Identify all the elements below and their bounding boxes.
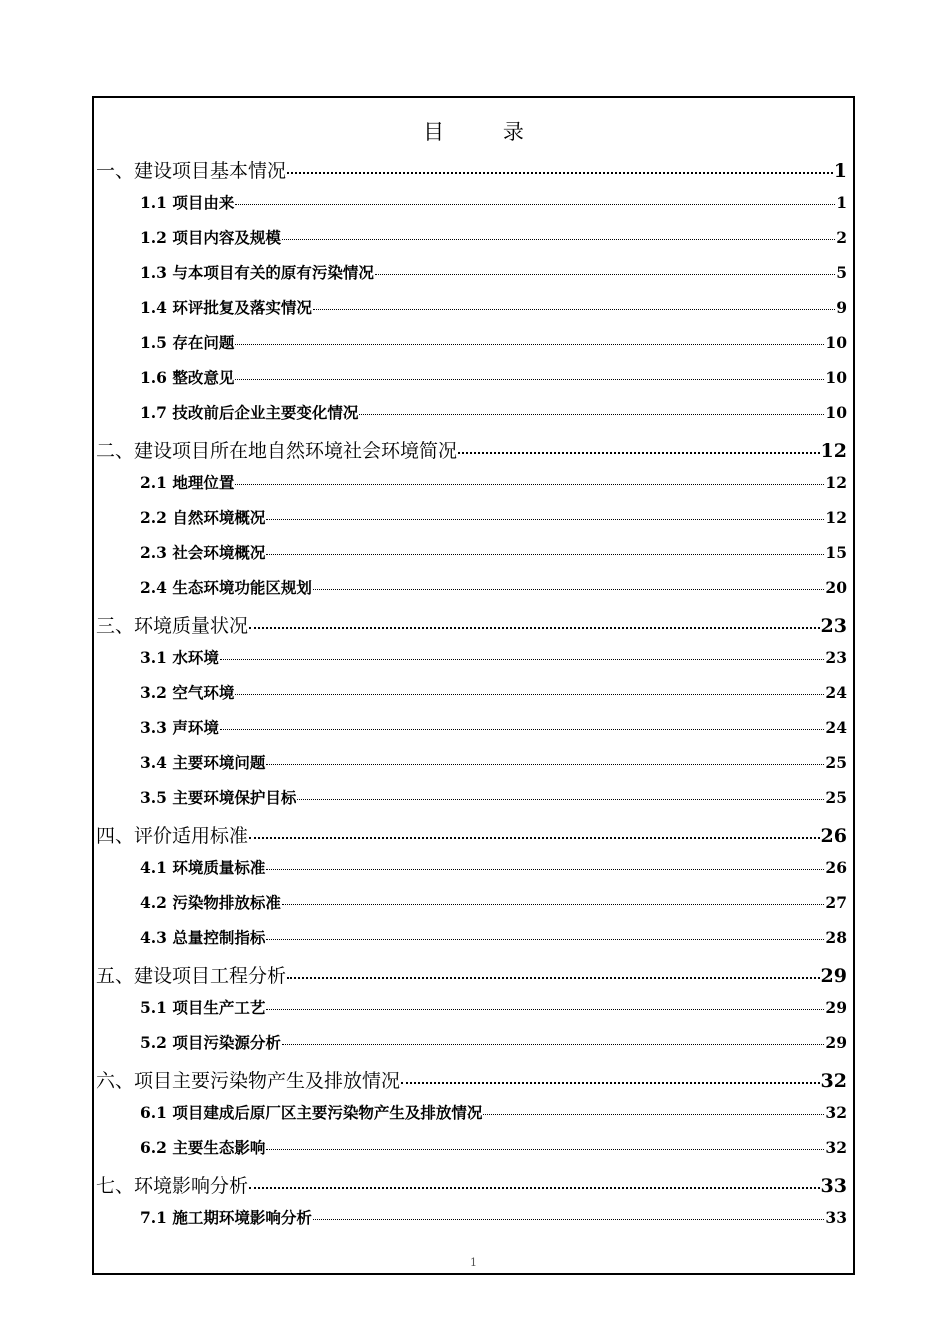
toc-section-entry[interactable] — [140, 1101, 847, 1123]
toc-entry-page: 28 — [825, 928, 847, 947]
toc-section-entry[interactable] — [140, 471, 847, 493]
toc-section-entry[interactable] — [140, 786, 847, 808]
toc-entry-page: 32 — [825, 1103, 847, 1122]
toc-section-entry[interactable] — [140, 681, 847, 703]
toc-chapter-entry[interactable] — [96, 1171, 847, 1198]
toc-entry-label: 6.1 项目建成后原厂区主要污染物产生及排放情况 — [140, 1103, 483, 1122]
toc-chapter-entry[interactable] — [96, 1066, 847, 1093]
toc-entry-page: 20 — [825, 578, 847, 597]
toc-entry-label: 1.5 存在问题 — [140, 333, 235, 352]
toc-entry-label: 3.5 主要环境保护目标 — [140, 788, 297, 807]
toc-title: 目 录 — [423, 120, 550, 144]
toc-entry-page: 1 — [833, 160, 847, 182]
toc-entry-label: 六、项目主要污染物产生及排放情况 — [96, 1070, 401, 1092]
toc-entry-label: 1.2 项目内容及规模 — [140, 228, 281, 247]
toc-entry-page: 10 — [825, 333, 847, 352]
toc-entry-label: 4.1 环境质量标准 — [140, 858, 266, 877]
toc-section-entry[interactable] — [140, 1206, 847, 1228]
toc-section-entry[interactable] — [140, 191, 847, 213]
dot-leader — [282, 239, 835, 240]
dot-leader — [282, 904, 825, 905]
toc-entry-label: 3.2 空气环境 — [140, 683, 235, 702]
toc-entry-page: 32 — [820, 1070, 847, 1092]
toc-entry-page: 12 — [825, 508, 847, 527]
toc-entry-label: 一、建设项目基本情况 — [96, 160, 287, 182]
toc-entry-page: 23 — [825, 648, 847, 667]
page-number: 1 — [470, 1256, 477, 1269]
toc-entry-page: 15 — [825, 543, 847, 562]
dot-leader — [266, 554, 824, 555]
dot-leader — [235, 204, 835, 205]
dot-leader — [266, 764, 824, 765]
dot-leader — [297, 799, 824, 800]
toc-entry-label: 五、建设项目工程分析 — [96, 965, 287, 987]
toc-entry-page: 26 — [825, 858, 847, 877]
dot-leader — [266, 1009, 824, 1010]
toc-section-entry[interactable] — [140, 506, 847, 528]
toc-entry-page: 12 — [820, 440, 847, 462]
toc-entry-label: 三、环境质量状况 — [96, 615, 249, 637]
toc-entry-page: 2 — [836, 228, 847, 247]
toc-entry-label: 2.2 自然环境概况 — [140, 508, 266, 527]
toc-entry-label: 2.1 地理位置 — [140, 473, 235, 492]
toc-entry-label: 2.4 生态环境功能区规划 — [140, 578, 312, 597]
toc-chapter-entry[interactable] — [96, 821, 847, 848]
toc-entry-label: 1.3 与本项目有关的原有污染情况 — [140, 263, 374, 282]
toc-entry-label: 四、评价适用标准 — [96, 825, 249, 847]
dot-leader — [359, 414, 824, 415]
toc-entry-label: 7.1 施工期环境影响分析 — [140, 1208, 312, 1227]
dot-leader — [235, 694, 824, 695]
toc-section-entry[interactable] — [140, 401, 847, 423]
toc-entry-label: 3.3 声环境 — [140, 718, 219, 737]
dot-leader — [287, 172, 833, 174]
toc-entry-page: 10 — [825, 368, 847, 387]
toc-entry-label: 3.1 水环境 — [140, 648, 219, 667]
toc-entry-label: 1.4 环评批复及落实情况 — [140, 298, 312, 317]
toc-entry-page: 24 — [825, 718, 847, 737]
toc-section-entry[interactable] — [140, 716, 847, 738]
dot-leader — [313, 1219, 825, 1220]
toc-chapter-entry[interactable] — [96, 961, 847, 988]
toc-entry-label: 4.3 总量控制指标 — [140, 928, 266, 947]
dot-leader — [220, 659, 825, 660]
toc-entry-page: 24 — [825, 683, 847, 702]
dot-leader — [313, 589, 825, 590]
toc-section-entry[interactable] — [140, 296, 847, 318]
dot-leader — [266, 1149, 824, 1150]
toc-entry-label: 1.6 整改意见 — [140, 368, 235, 387]
toc-section-entry[interactable] — [140, 541, 847, 563]
toc-section-entry[interactable] — [140, 856, 847, 878]
dot-leader — [458, 452, 820, 454]
dot-leader — [401, 1082, 820, 1084]
toc-entry-page: 10 — [825, 403, 847, 422]
toc-section-entry[interactable] — [140, 366, 847, 388]
toc-section-entry[interactable] — [140, 996, 847, 1018]
toc-entry-label: 二、建设项目所在地自然环境社会环境简况 — [96, 440, 458, 462]
toc-entry-label: 1.1 项目由来 — [140, 193, 235, 212]
dot-leader — [266, 939, 824, 940]
dot-leader — [266, 869, 824, 870]
toc-entry-page: 9 — [836, 298, 847, 317]
toc-entry-label: 七、环境影响分析 — [96, 1175, 249, 1197]
toc-entry-label: 3.4 主要环境问题 — [140, 753, 266, 772]
toc-entry-page: 5 — [836, 263, 847, 282]
toc-section-entry[interactable] — [140, 751, 847, 773]
dot-leader — [235, 344, 824, 345]
toc-entry-page: 29 — [820, 965, 847, 987]
toc-entry-label: 5.1 项目生产工艺 — [140, 998, 266, 1017]
toc-chapter-entry[interactable] — [96, 611, 847, 638]
dot-leader — [313, 309, 835, 310]
toc-chapter-entry[interactable] — [96, 156, 847, 183]
toc-section-entry[interactable] — [140, 1136, 847, 1158]
toc-section-entry[interactable] — [140, 1031, 847, 1053]
toc-entry-label: 6.2 主要生态影响 — [140, 1138, 266, 1157]
dot-leader — [287, 977, 820, 979]
toc-entry-page: 27 — [825, 893, 847, 912]
toc-entry-page: 25 — [825, 753, 847, 772]
toc-section-entry[interactable] — [140, 226, 847, 248]
toc-entry-page: 29 — [825, 998, 847, 1017]
dot-leader — [249, 1187, 820, 1189]
toc-entry-label: 4.2 污染物排放标准 — [140, 893, 281, 912]
toc-entry-label: 5.2 项目污染源分析 — [140, 1033, 281, 1052]
toc-section-entry[interactable] — [140, 646, 847, 668]
dot-leader — [249, 837, 820, 839]
toc-frame — [92, 96, 855, 1275]
dot-leader — [249, 627, 820, 629]
toc-section-entry[interactable] — [140, 891, 847, 913]
toc-section-entry[interactable] — [140, 926, 847, 948]
dot-leader — [375, 274, 835, 275]
toc-entry-label: 1.7 技改前后企业主要变化情况 — [140, 403, 359, 422]
toc-entry-page: 26 — [820, 825, 847, 847]
toc-entry-page: 23 — [820, 615, 847, 637]
toc-entry-page: 33 — [820, 1175, 847, 1197]
dot-leader — [235, 379, 824, 380]
dot-leader — [220, 729, 825, 730]
toc-entry-page: 29 — [825, 1033, 847, 1052]
toc-entry-label: 2.3 社会环境概况 — [140, 543, 266, 562]
dot-leader — [282, 1044, 825, 1045]
toc-entry-page: 12 — [825, 473, 847, 492]
dot-leader — [266, 519, 824, 520]
toc-section-entry[interactable] — [140, 261, 847, 283]
dot-leader — [235, 484, 824, 485]
toc-entry-page: 32 — [825, 1138, 847, 1157]
toc-entry-page: 1 — [836, 193, 847, 212]
toc-entry-page: 33 — [825, 1208, 847, 1227]
toc-chapter-entry[interactable] — [96, 436, 847, 463]
dot-leader — [483, 1114, 824, 1115]
toc-section-entry[interactable] — [140, 576, 847, 598]
toc-entry-page: 25 — [825, 788, 847, 807]
toc-section-entry[interactable] — [140, 331, 847, 353]
